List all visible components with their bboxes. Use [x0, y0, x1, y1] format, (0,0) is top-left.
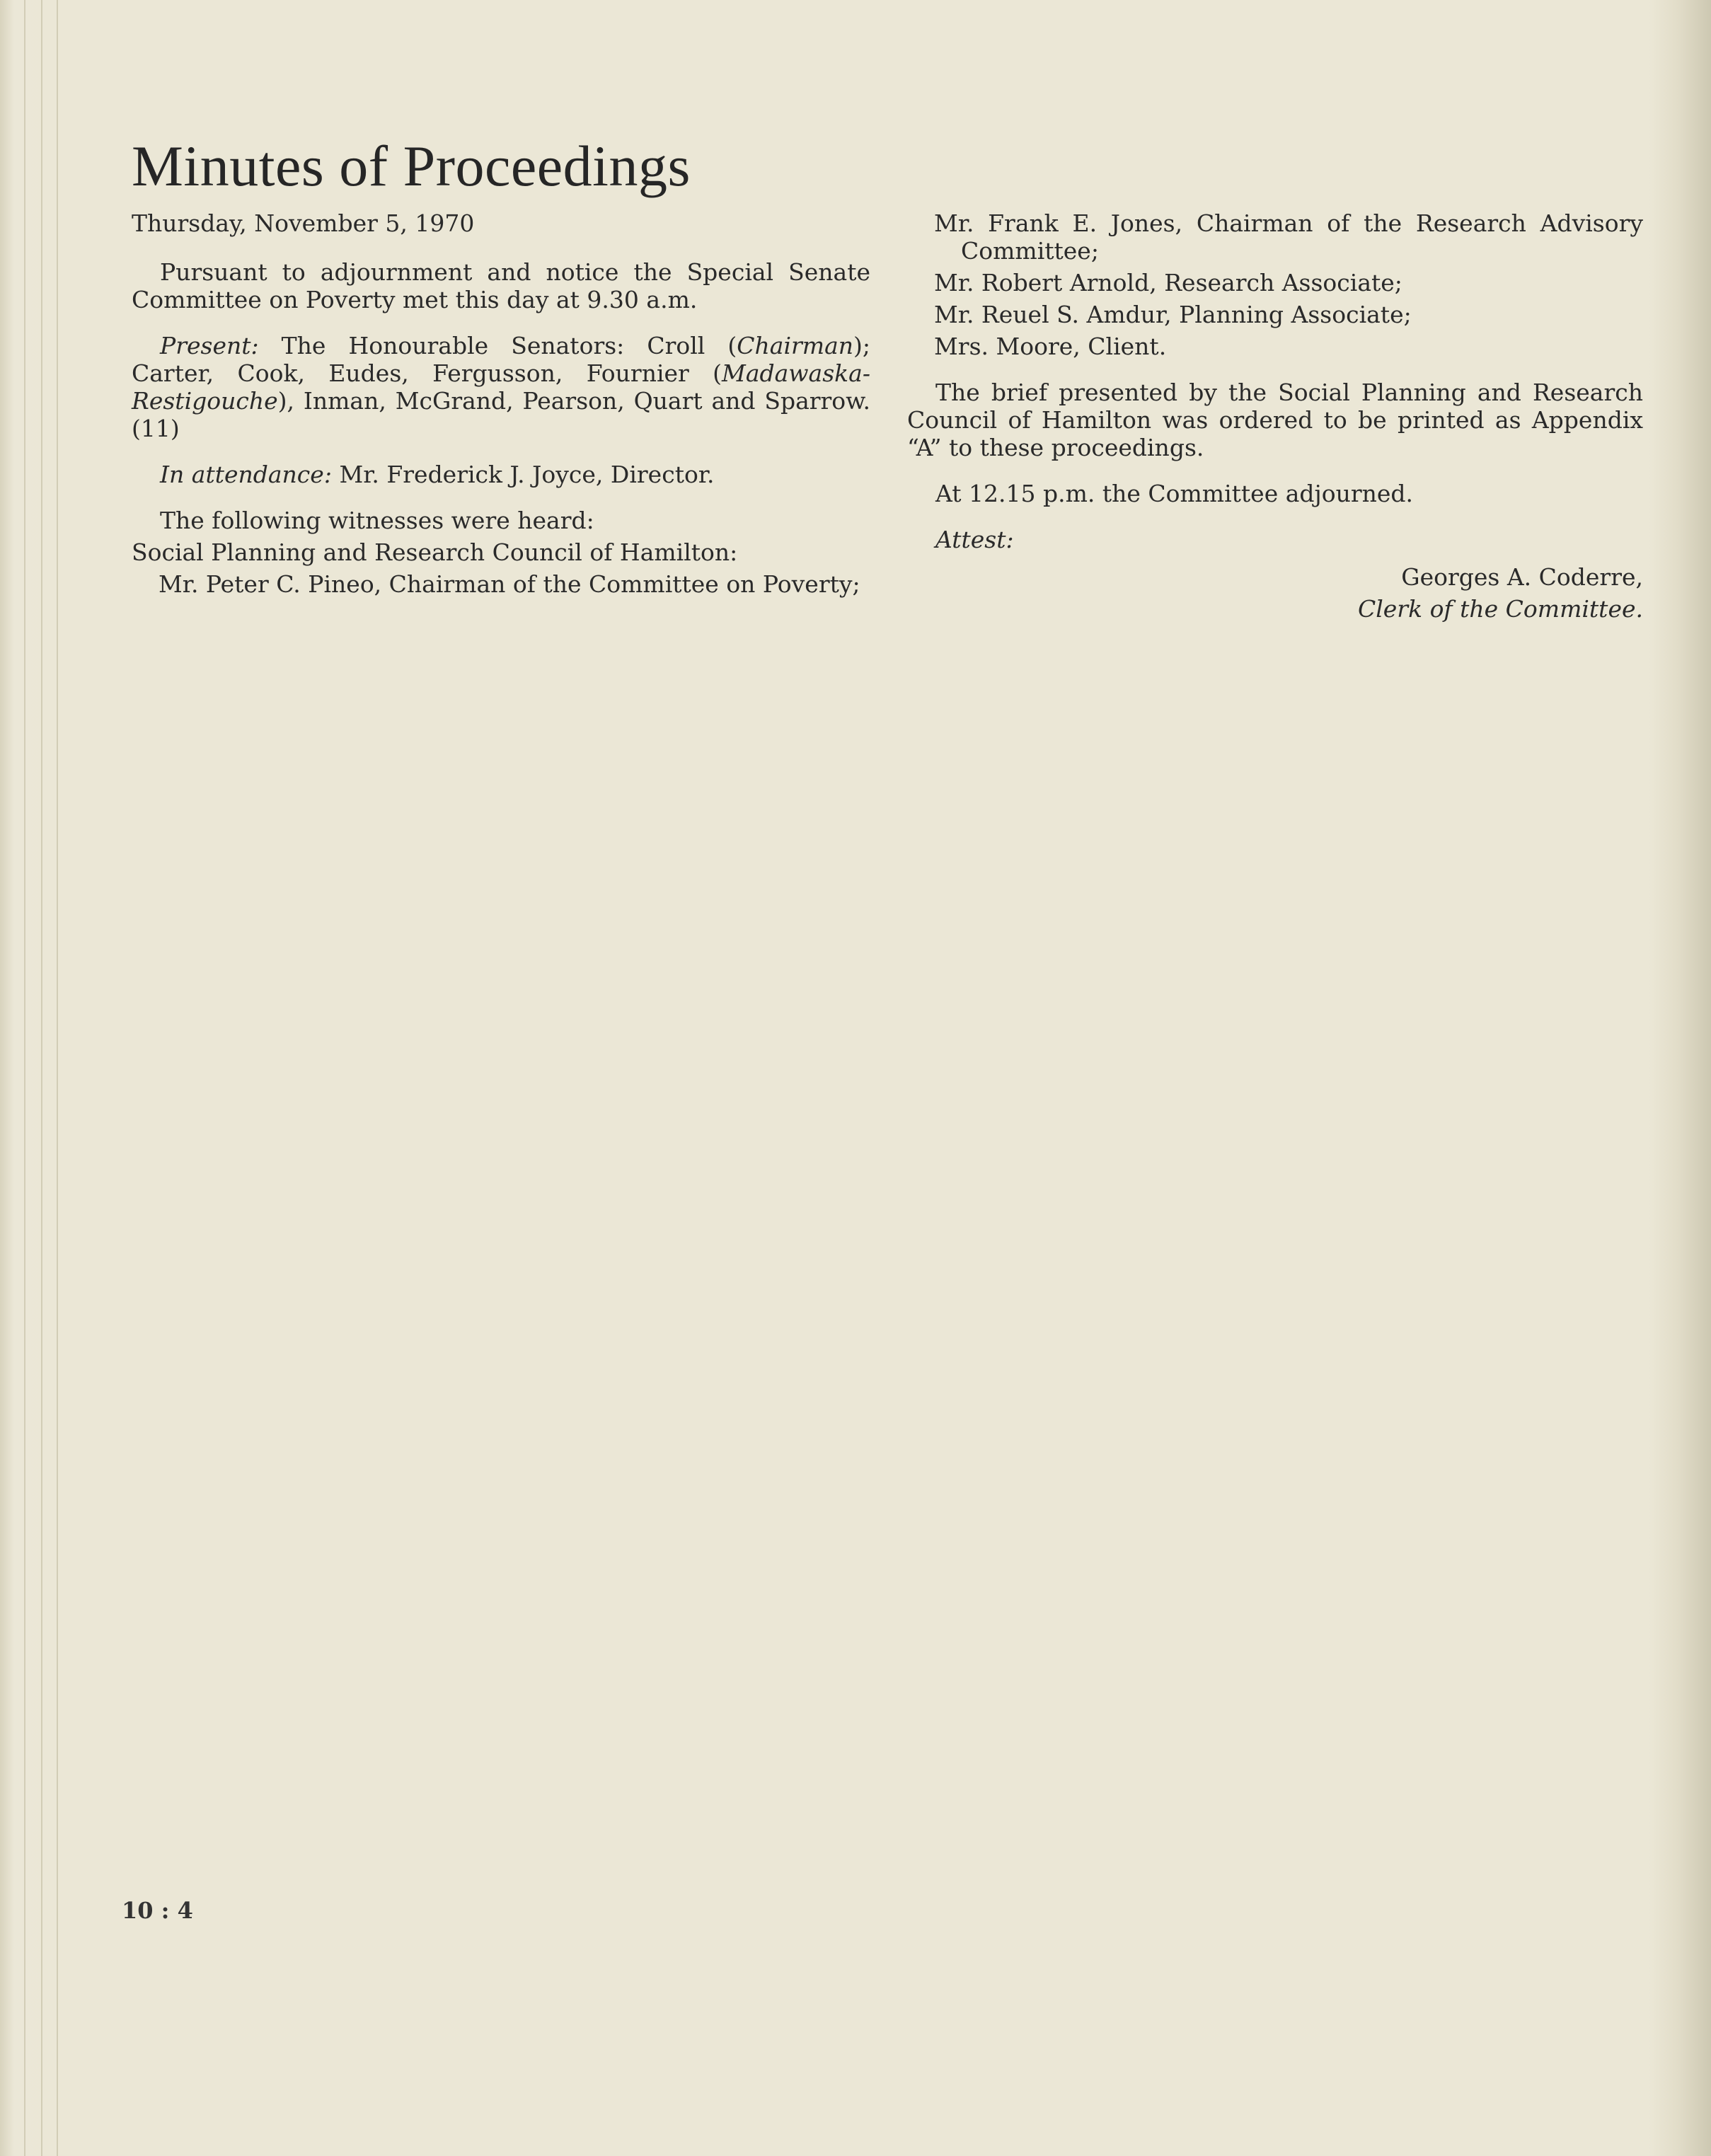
page-edge-line	[24, 0, 25, 2156]
council-heading: Social Planning and Research Council of Hamilton:	[132, 538, 738, 566]
clerk-title: Clerk of the Committee.	[1357, 595, 1643, 623]
page-title: Minutes of Proceedings	[132, 134, 691, 198]
brief-paragraph: The brief presented by the Social Planning and Research Council of Hamilton was ordered to be printed as Appendix “A” to these proceedings.	[907, 379, 1643, 461]
adjourned-paragraph: At 12.15 p.m. the Committee adjourned.	[935, 480, 1414, 507]
witness-item: Mr. Reuel S. Amdur, Planning Associate;	[934, 301, 1412, 328]
page-edge-line	[57, 0, 58, 2156]
witness-item: Mr. Frank E. Jones, Chairman of the Research Advisory Committee;	[934, 209, 1643, 265]
clerk-name: Georges A. Coderre,	[1401, 563, 1643, 591]
page-number: 10 : 4	[122, 1897, 193, 1924]
witnesses-intro: The following witnesses were heard:	[160, 507, 594, 534]
present-label: Present:	[160, 332, 259, 359]
left-column	[132, 209, 870, 616]
witness-item: Mr. Peter C. Pineo, Chairman of the Committee on Poverty;	[159, 570, 860, 598]
attest-label: Attest:	[935, 526, 1014, 553]
present-text-1: The Honourable Senators: Croll (	[258, 332, 737, 359]
right-column	[907, 209, 1643, 641]
intro-paragraph: Pursuant to adjournment and notice the Special Senate Committee on Poverty met this day at 9.30 a.m.	[132, 258, 870, 313]
present-chair: Chairman	[737, 332, 853, 359]
attendance-text: Mr. Frederick J. Joyce, Director.	[331, 461, 715, 488]
attendance-label: In attendance:	[160, 461, 332, 488]
attendance-paragraph	[132, 461, 870, 488]
present-text-2: ); Carter, Cook, Eudes, Fergusson, Fournier (	[132, 332, 870, 387]
present-paragraph	[132, 332, 870, 442]
page-edge-line	[41, 0, 42, 2156]
witness-item: Mrs. Moore, Client.	[934, 333, 1167, 360]
witness-item: Mr. Robert Arnold, Research Associate;	[934, 269, 1402, 296]
present-text-3: ), Inman, McGrand, Pearson, Quart and Sparrow. (11)	[132, 387, 870, 442]
present-region: Madawaska-Restigouche	[132, 359, 870, 415]
meeting-date: Thursday, November 5, 1970	[132, 209, 475, 237]
